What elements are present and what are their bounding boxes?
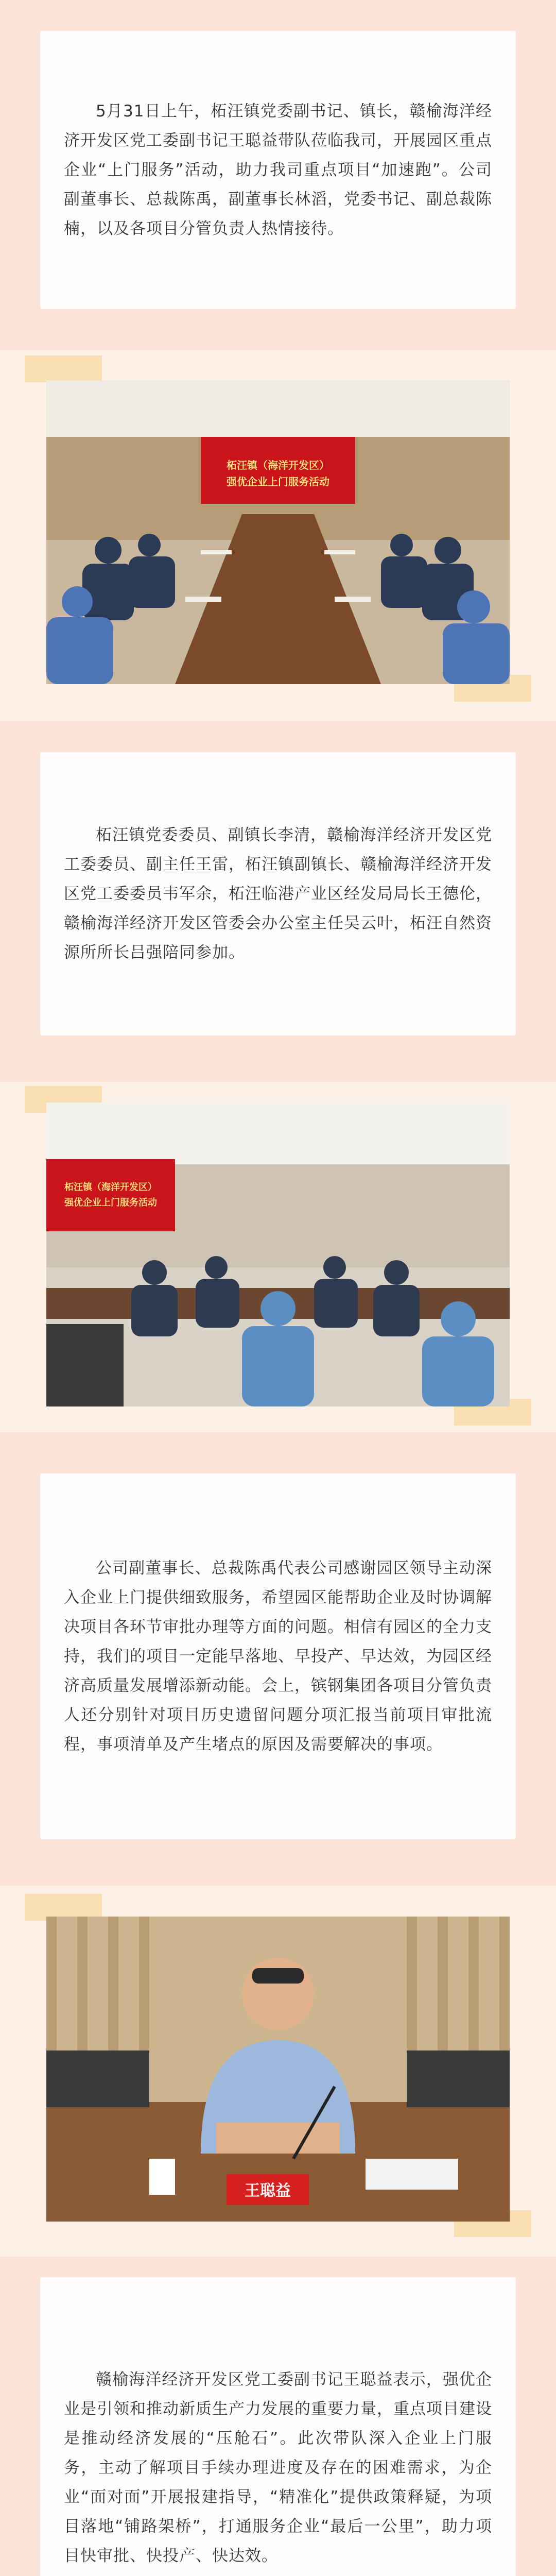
meeting-photo-1 [46,380,510,684]
text-card-1 [40,31,516,309]
meeting-photo-2 [46,1103,510,1406]
banner-line-2: 强优企业上门服务活动 [227,476,329,488]
banner-line-1: 柘汪镇（海洋开发区） [64,1182,157,1193]
banner-line-1: 柘汪镇（海洋开发区） [227,459,329,471]
nameplate-text: 王聪益 [245,2182,291,2200]
text-card-4 [40,2277,516,2576]
paragraph-1: 5月31日上午，柘汪镇党委副书记、镇长，赣榆海洋经济开发区党工委副书记王聪益带队莅临我司，开展园区重点企业“上门服务”活动，助力我司重点项目“加速跑”。公司副董事长、总裁陈禹，副董事长林滔，党委书记、副总裁陈楠，以及各项目分管负责人热情接待。 [64,101,492,238]
paragraph-4: 赣榆海洋经济开发区党工委副书记王聪益表示，强优企业是引领和推动新质生产力发展的重要力量，重点项目建设是推动经济发展的“压舱石”。此次带队深入企业上门服务，主动了解项目手续办理进度及存在的困难需求，为企业“面对面”开展报建指导，“精准化”提供政策释疑，为项目落地“铺路架桥”，打通服务企业“最后一公里”，助力项目快审批、快投产、快达效。 [64,2370,492,2565]
paragraph-2: 柘汪镇党委委员、副镇长李清，赣榆海洋经济开发区党工委委员、副主任王雷，柘汪镇副镇长、赣榆海洋经济开发区党工委委员韦军余，柘汪临港产业区经发局局长王德伦，赣榆海洋经济开发区管委会办公室主任吴云叶，柘汪自然资源所所长吕强陪同参加。 [64,825,492,962]
text-card-2 [40,752,516,1036]
text-card-3 [40,1473,516,1839]
corner-decoration [25,355,102,382]
paragraph-3: 公司副董事长、总裁陈禹代表公司感谢园区领导主动深入企业上门提供细致服务，希望园区能帮助企业及时协调解决项目各环节审批办理等方面的问题。相信有园区的全力支持，我们的项目一定能早落地、早投产、早达效，为园区经济高质量发展增添新动能。会上，镔钢集团各项目分管负责人还分别针对项目历史遗留问题分项汇报当前项目审批流程，事项清单及产生堵点的原因及需要解决的事项。 [64,1558,492,1754]
banner-line-2: 强优企业上门服务活动 [64,1197,157,1208]
meeting-photo-3 [46,1917,510,2222]
